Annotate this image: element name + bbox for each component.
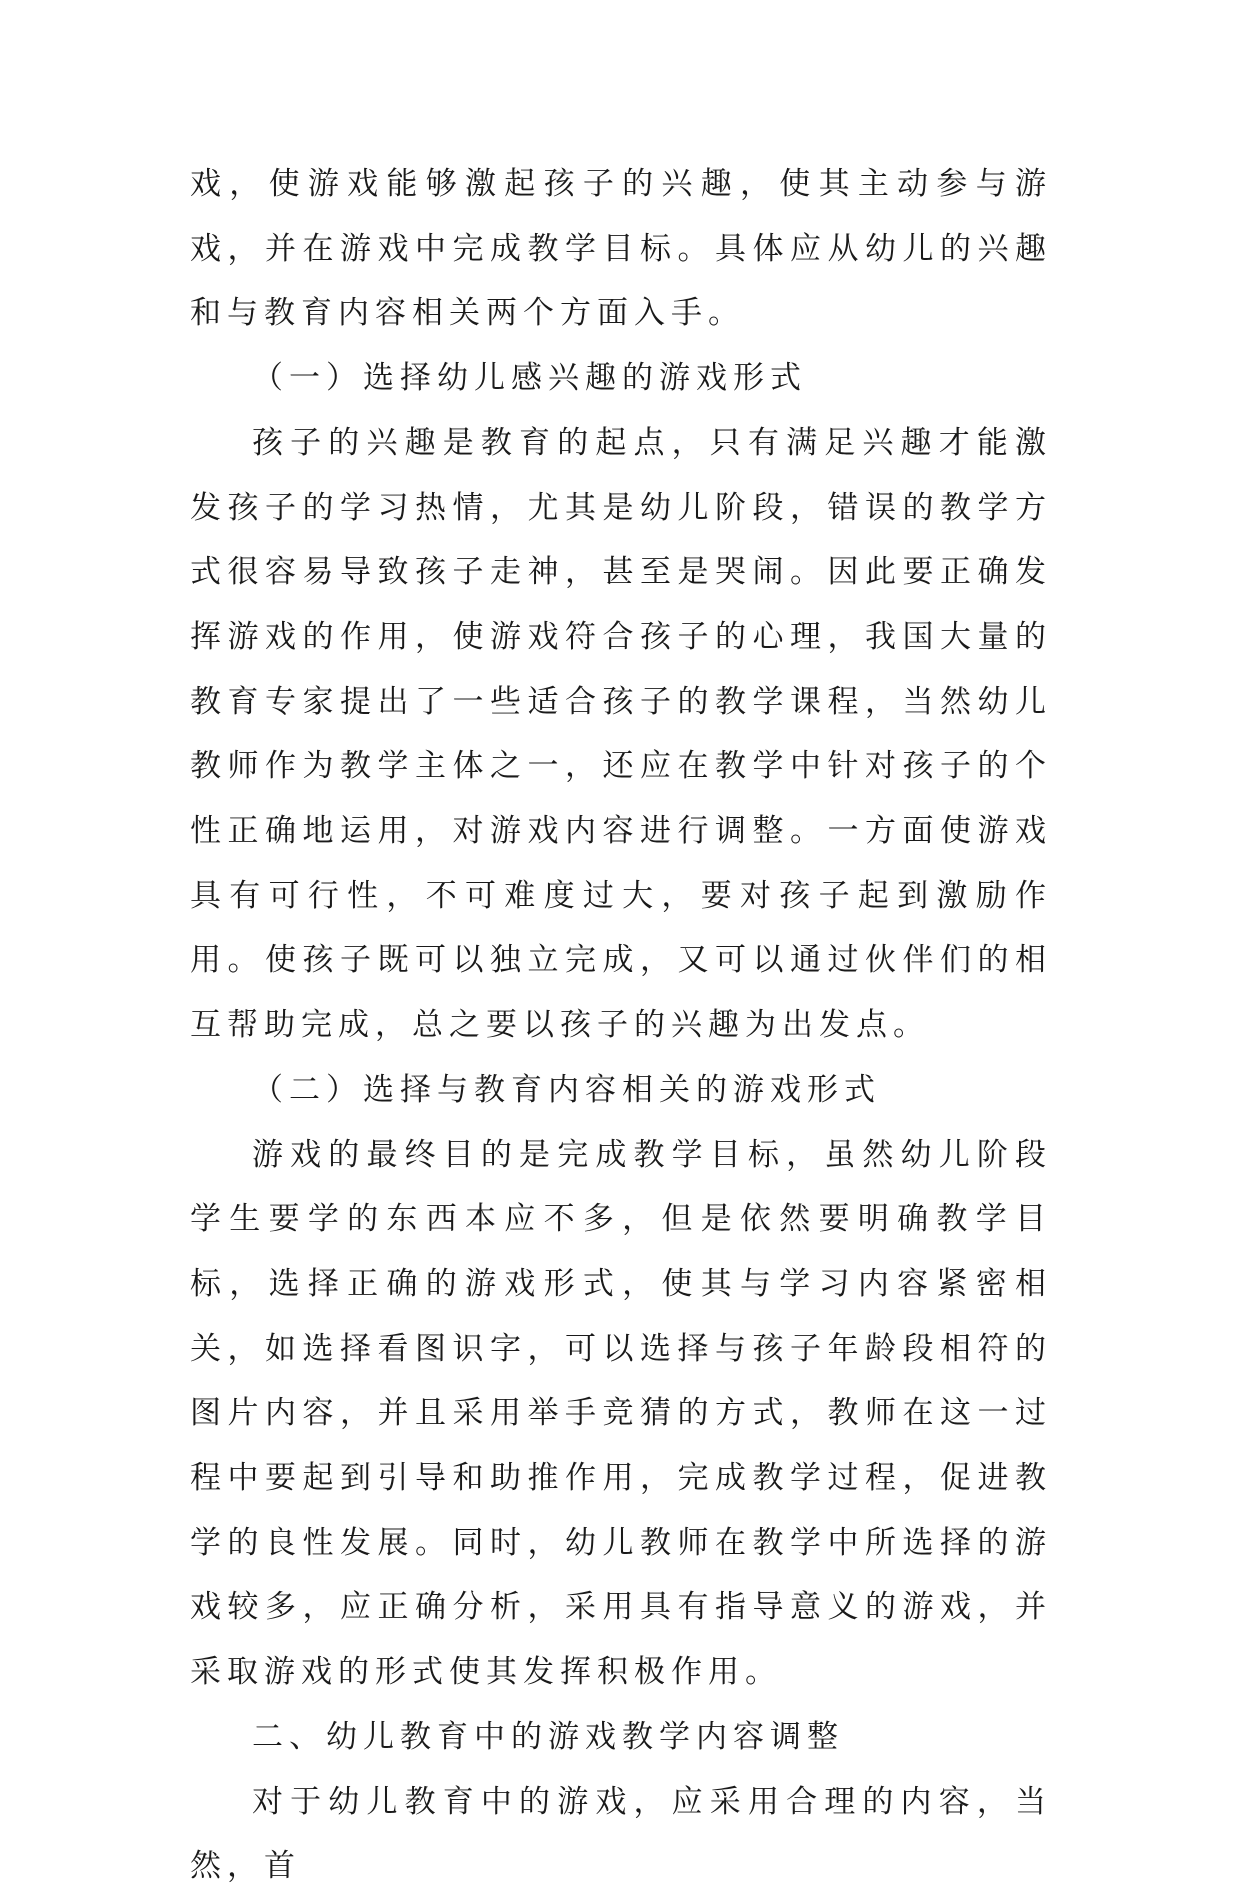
paragraph-body: 游戏的最终目的是完成教学目标，虽然幼儿阶段学生要学的东西本应不多，但是依然要明确教学目标，选择正确的游戏形式，使其与学习内容紧密相关，如选择看图识字，可以选择与孩子年龄段相符的图片内容，并且采用举手竞猜的方式，教师在这一过程中要起到引导和助推作用，完成教学过程，促进教学的良性发展。同时，幼儿教师在教学中所选择的游戏较多，应正确分析，采用具有指导意义的游戏，并采取游戏的形式使其发挥积极作用。: [190, 1136, 1052, 1691]
paragraph-continuation: 戏，使游戏能够激起孩子的兴趣，使其主动参与游戏，并在游戏中完成教学目标。具体应从幼儿的兴趣和与教育内容相关两个方面入手。: [190, 166, 1052, 332]
paragraph-body: 孩子的兴趣是教育的起点，只有满足兴趣才能激发孩子的学习热情，尤其是幼儿阶段，错误的教学方式很容易导致孩子走神，甚至是哭闹。因此要正确发挥游戏的作用，使游戏符合孩子的心理，我国大量的教育专家提出了一些适合孩子的教学课程，当然幼儿教师作为教学主体之一，还应在教学中针对孩子的个性正确地运用，对游戏内容进行调整。一方面使游戏具有可行性，不可难度过大，要对孩子起到激励作用。使孩子既可以独立完成，又可以通过伙伴们的相互帮助完成，总之要以孩子的兴趣为出发点。: [190, 424, 1052, 1044]
paragraph-body: 对于幼儿教育中的游戏，应采用合理的内容，当然，首: [190, 1783, 1052, 1885]
section-heading-1: （一）选择幼儿感兴趣的游戏形式: [252, 360, 807, 397]
chapter-heading-2: 二、幼儿教育中的游戏教学内容调整: [252, 1718, 844, 1755]
section-heading-2: （二）选择与教育内容相关的游戏形式: [252, 1071, 881, 1108]
document-body: [190, 152, 1052, 1899]
